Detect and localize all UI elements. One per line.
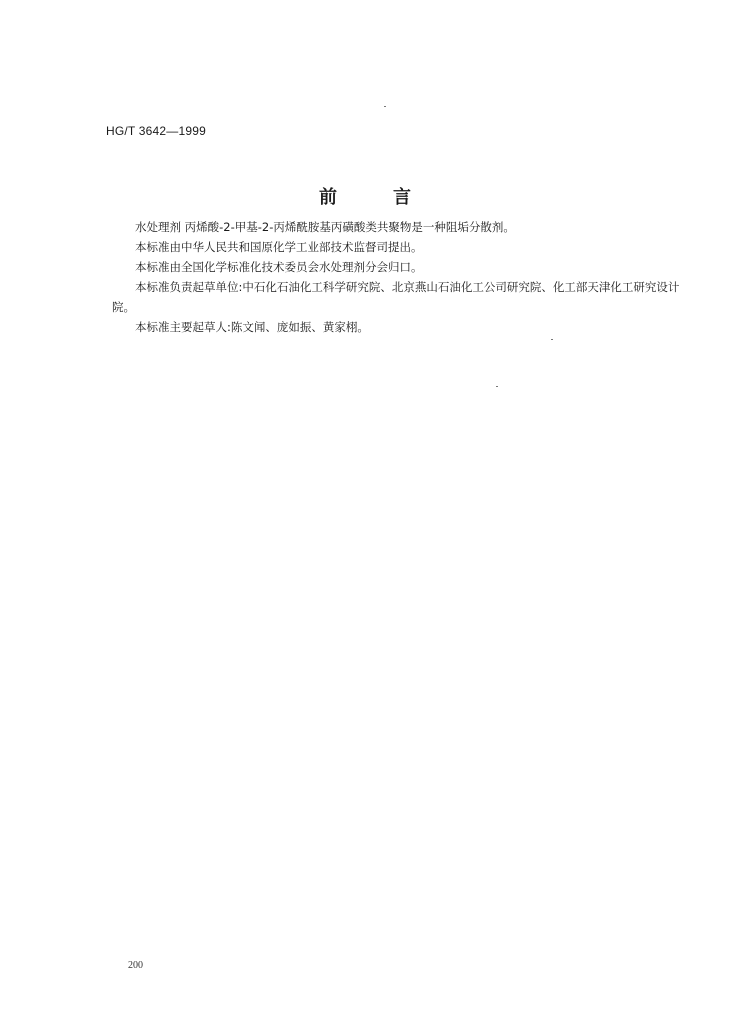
paragraph-drafting-units: 本标准负责起草单位:中石化石油化工科学研究院、北京燕山石油化工公司研究院、化工部天津化工研究设计院。	[112, 280, 680, 314]
paragraph-product-description: 水处理剂 丙烯酸-2-甲基-2-丙烯酰胺基丙磺酸类共聚物是一种阻垢分散剂。	[135, 220, 515, 234]
scan-speck	[384, 106, 386, 107]
paragraph-main-drafters: 本标准主要起草人:陈文闻、庞如振、黄家栩。	[135, 320, 369, 334]
scan-speck	[496, 386, 498, 387]
title-char-2: 言	[393, 187, 411, 208]
paragraph-under-jurisdiction: 本标准由全国化学标准化技术委员会水处理剂分会归口。	[135, 260, 423, 274]
foreword-body	[112, 217, 682, 337]
paragraph-proposed-by: 本标准由中华人民共和国原化学工业部技术监督司提出。	[135, 240, 423, 254]
title-char-1: 前	[319, 187, 337, 208]
standard-code: HG/T 3642—1999	[106, 124, 206, 138]
page-number: 200	[128, 960, 143, 971]
scan-speck	[551, 339, 553, 340]
page-title	[0, 183, 730, 209]
